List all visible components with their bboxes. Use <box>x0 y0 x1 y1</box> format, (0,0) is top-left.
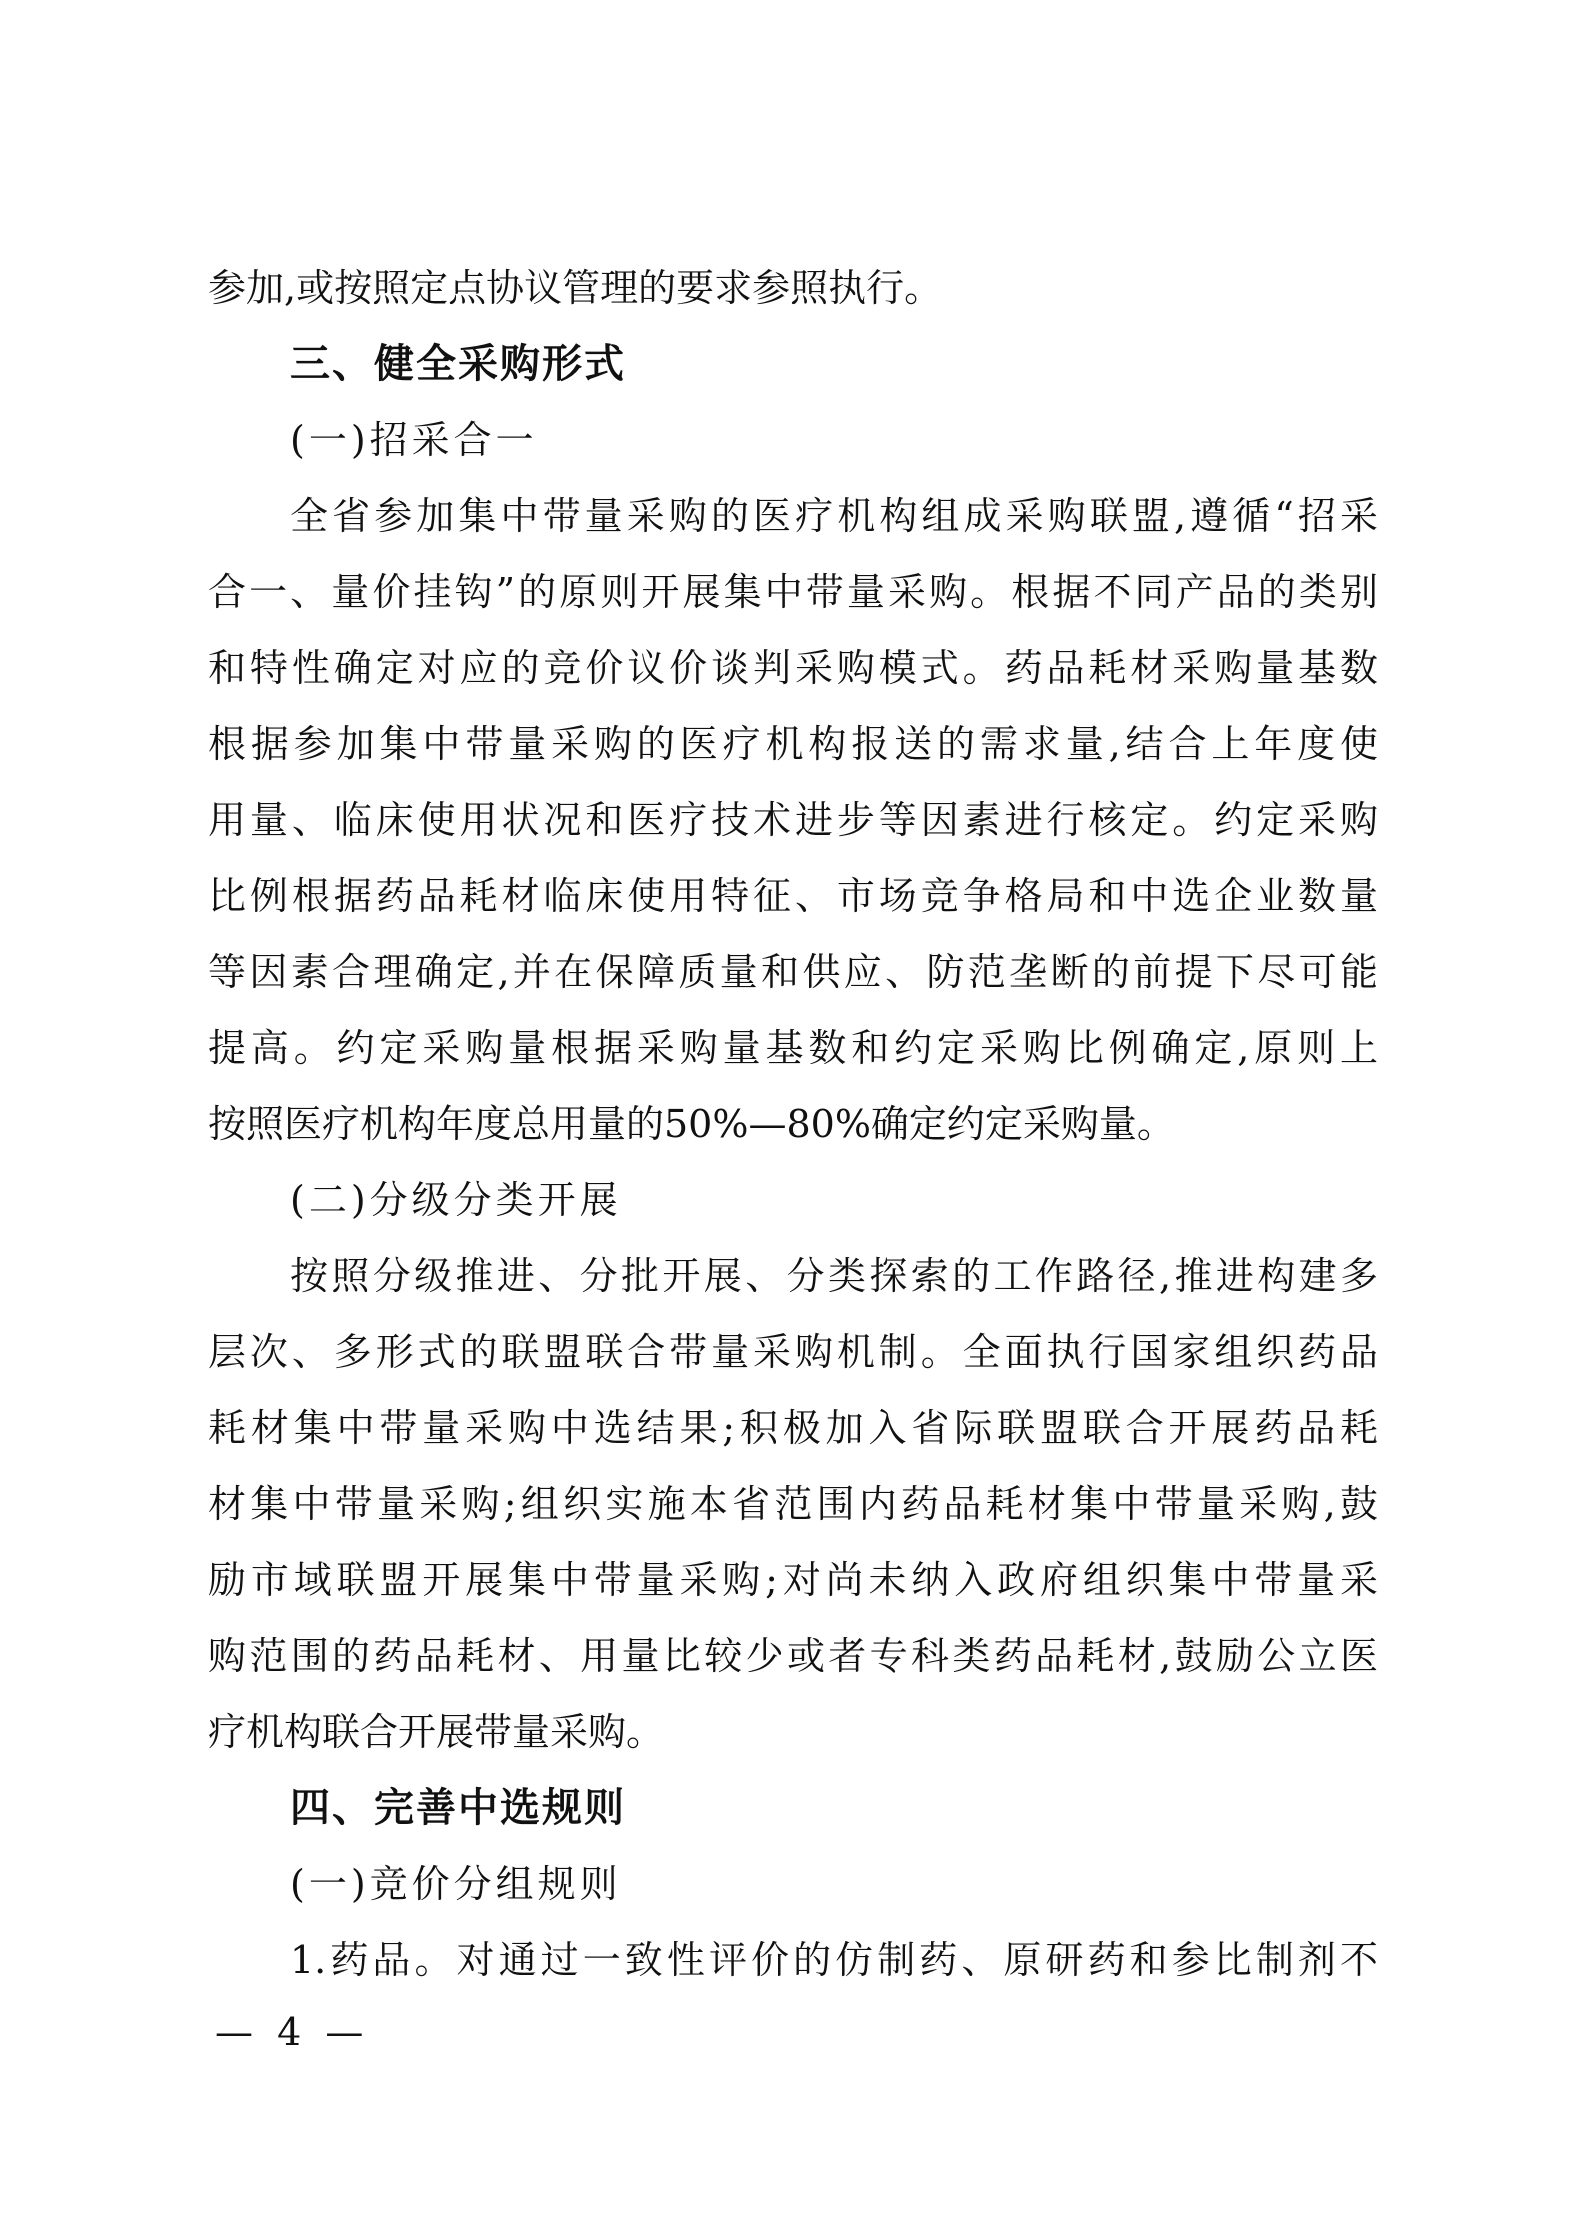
paragraph-line: 励市域联盟开展集中带量采购;对尚未纳入政府组织集中带量采 <box>208 1558 1378 1602</box>
paragraph-line: 用量、临床使用状况和医疗技术进步等因素进行核定。约定采购 <box>208 798 1378 842</box>
paragraph-line: 合一、量价挂钩”的原则开展集中带量采购。根据不同产品的类别 <box>208 570 1378 614</box>
page-number: — 4 — <box>215 2010 370 2054</box>
paragraph-line: 材集中带量采购;组织实施本省范围内药品耗材集中带量采购,鼓 <box>208 1482 1378 1526</box>
paragraph-line: 疗机构联合开展带量采购。 <box>208 1710 665 1754</box>
subsection-heading: (二)分级分类开展 <box>290 1178 622 1222</box>
paragraph-line: 和特性确定对应的竞价议价谈判采购模式。药品耗材采购量基数 <box>208 646 1378 690</box>
paragraph-line: 按照分级推进、分批开展、分类探索的工作路径,推进构建多 <box>290 1254 1378 1298</box>
paragraph-line: 1.药品。对通过一致性评价的仿制药、原研药和参比制剂不 <box>290 1938 1378 1982</box>
paragraph-line: 购范围的药品耗材、用量比较少或者专科类药品耗材,鼓励公立医 <box>208 1634 1378 1678</box>
paragraph-line: 层次、多形式的联盟联合带量采购机制。全面执行国家组织药品 <box>208 1330 1378 1374</box>
paragraph-line: 参加,或按照定点协议管理的要求参照执行。 <box>208 266 943 310</box>
paragraph-line: 耗材集中带量采购中选结果;积极加入省际联盟联合开展药品耗 <box>208 1406 1378 1450</box>
paragraph-line: 提高。约定采购量根据采购量基数和约定采购比例确定,原则上 <box>208 1026 1378 1070</box>
paragraph-line: 根据参加集中带量采购的医疗机构报送的需求量,结合上年度使 <box>208 722 1378 766</box>
paragraph-line: 等因素合理确定,并在保障质量和供应、防范垄断的前提下尽可能 <box>208 950 1378 994</box>
subsection-heading: (一)竞价分组规则 <box>290 1862 622 1906</box>
section-heading: 四、完善中选规则 <box>290 1785 626 1831</box>
paragraph-line: 按照医疗机构年度总用量的50%—80%确定约定采购量。 <box>208 1102 1175 1146</box>
subsection-heading: (一)招采合一 <box>290 418 538 462</box>
paragraph-line: 比例根据药品耗材临床使用特征、市场竞争格局和中选企业数量 <box>208 874 1378 918</box>
paragraph-line: 全省参加集中带量采购的医疗机构组成采购联盟,遵循“招采 <box>290 494 1378 538</box>
section-heading: 三、健全采购形式 <box>290 341 626 387</box>
